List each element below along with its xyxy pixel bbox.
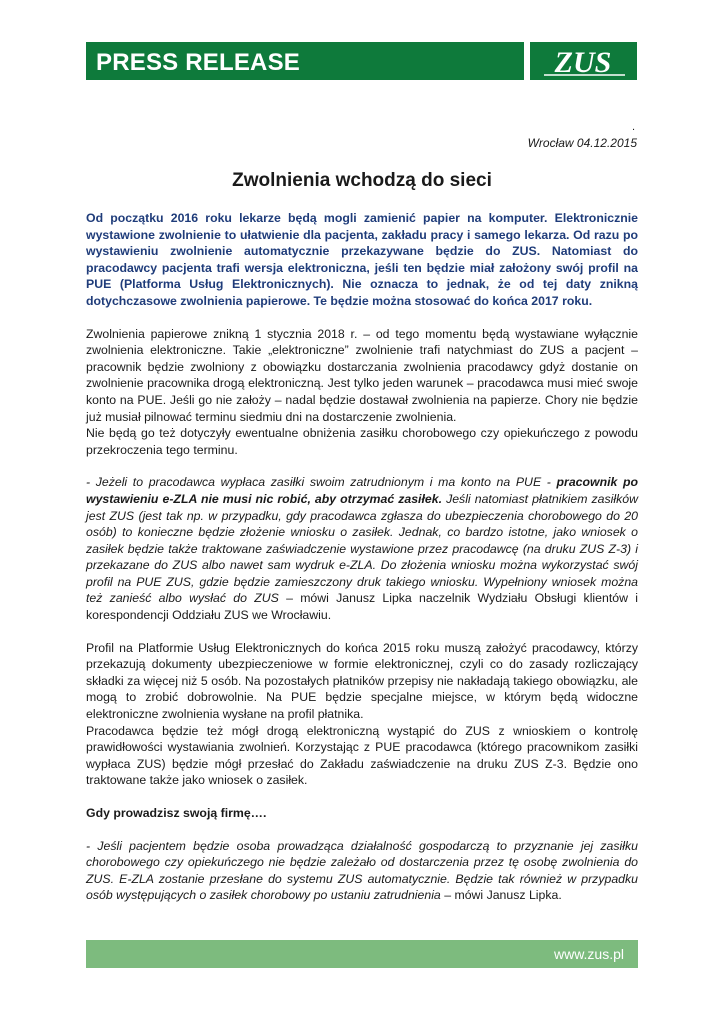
header-title: PRESS RELEASE (96, 49, 300, 76)
subheading: Gdy prowadzisz swoją firmę…. (86, 806, 267, 820)
footer-url-link[interactable]: www.zus.pl (553, 946, 624, 962)
quote-paragraph-1 (86, 474, 638, 623)
header-dot: . (632, 121, 636, 133)
quote-1-attribution: – mówi Janusz Lipka naczelnik Wydziału Obsługi klientów i korespondencji Oddziału ZUS we Wrocławiu. (86, 591, 638, 623)
quote-2-body: - Jeśli pacjentem będzie osoba prowadząca działalność gospodarczą to przyznanie jej zasiłku chorobowego czy opiekuńczego nie będzie zależało od dostarczenia przez tę osobę zwolnienia do ZUS. E-ZLA zostanie przesłane do systemu ZUS automatycznie. Będzie tak również w przypadku osób występujących o zasiłek chorobowy po ustaniu zatrudnienia (86, 838, 638, 903)
quote-2-attribution: – mówi Janusz Lipka. (440, 888, 562, 903)
zus-logo-text: ZUS (554, 46, 612, 79)
document-body (86, 210, 638, 904)
paragraph-3: Profil na Platformie Usług Elektronicznych do końca 2015 roku muszą założyć pracodawcy, którzy przekazują dokumenty ubezpieczeniowe w formie elektronicznej, czyli co do zasady rozliczający składki za więcej niż 5 osób. Na pozostałych płatników przepisy nie nakładają takiego obowiązku, ale mogą to zrobić dobrowolnie. Na PUE będzie specjalne miejsce, w którym będą widoczne elektroniczne zwolnienia wysłane na profil płatnika. (86, 640, 638, 722)
document-title: Zwolnienia wchodzą do sieci (232, 170, 492, 191)
quote-1-body: Jeśli natomiast płatnikiem zasiłków jest ZUS (jest tak np. w przypadku, gdy pracodawca zgłasza do ubezpieczenia chorobowego do 20 osób) to konieczne będzie złożenie wniosku o zasiłek. Jednak, co bardzo istotne, jako wniosek o zasiłek będzie także traktowane zaświadczenie wystawione przez pracodawcę (na druku ZUS Z-3) i przekazane do ZUS albo nawet sam wydruk e-ZLA. Do złożenia wniosku można wykorzystać swój profil na PUE ZUS, gdzie będzie zamieszczony druk takiego wniosku. Wypełniony wniosek można też zanieść albo wysłać do ZUS (86, 491, 638, 606)
paragraph-2: Nie będą go też dotyczyły ewentualne obniżenia zasiłku chorobowego czy opiekuńczego z powodu przekroczenia tego terminu. (86, 426, 638, 457)
quote-1-intro: - Jeżeli to pracodawca wypłaca zasiłki swoim zatrudnionym i ma konto na PUE - (86, 475, 557, 490)
release-date: Wrocław 04.12.2015 (527, 136, 637, 150)
paragraph-4: Pracodawca będzie też mógł drogą elektroniczną wystąpić do ZUS z wnioskiem o kontrolę prawidłowości wystawiania zwolnień. Korzystając z PUE pracodawca (którego pracownikom zasiłki wypłaca ZUS) będzie mógł przesłać do Zakładu zaświadczenie na druku ZUS Z-3. Będzie ono traktowane także jako wniosek o zasiłek. (86, 723, 638, 788)
quote-1-bold: pracownik po wystawieniu e-ZLA nie musi nic robić, aby otrzymać zasiłek. (86, 475, 638, 506)
quote-paragraph-2 (86, 838, 638, 904)
footer-bar (86, 940, 638, 968)
zus-logo-icon (530, 42, 637, 80)
paragraph-1: Zwolnienia papierowe znikną 1 stycznia 2018 r. – od tego momentu będą wystawiane wyłącznie zwolnienia elektroniczne. Takie „elektroniczne” zwolnienie trafi natychmiast do ZUS a pacjent – pracownik będzie zwolniony z obowiązku dostarczania zwolnienia pracodawcy gdyż dostanie on zwolnienie pracownika drogą elektroniczną. Jest tylko jeden warunek – pracodawca musi mieć swoje konto na PUE. Jeśli go nie założy – nadal będzie dostawał zwolnienia na papierze. Chory nie będzie już musiał pilnować terminu siedmiu dni na dostarczenie zwolnienia. (86, 326, 638, 424)
zus-logo (530, 42, 637, 80)
lead-paragraph: Od początku 2016 roku lekarze będą mogli zamienić papier na komputer. Elektronicznie wystawione zwolnienie to ułatwienie dla pacjenta, zakładu pracy i samego lekarza. Od razu po wystawieniu zwolnienie automatycznie przekazywane będzie do ZUS. Natomiast do pracodawcy pacjenta trafi wersja elektroniczna, jeśli ten będzie miał założony swój profil na PUE (Platforma Usług Elektronicznych). Nie oznacza to jednak, że od tej daty znikną dotychczasowe zwolnienia papierowe. Te będzie można stosować do końca 2017 roku. (86, 211, 638, 308)
header-bar (86, 42, 524, 80)
